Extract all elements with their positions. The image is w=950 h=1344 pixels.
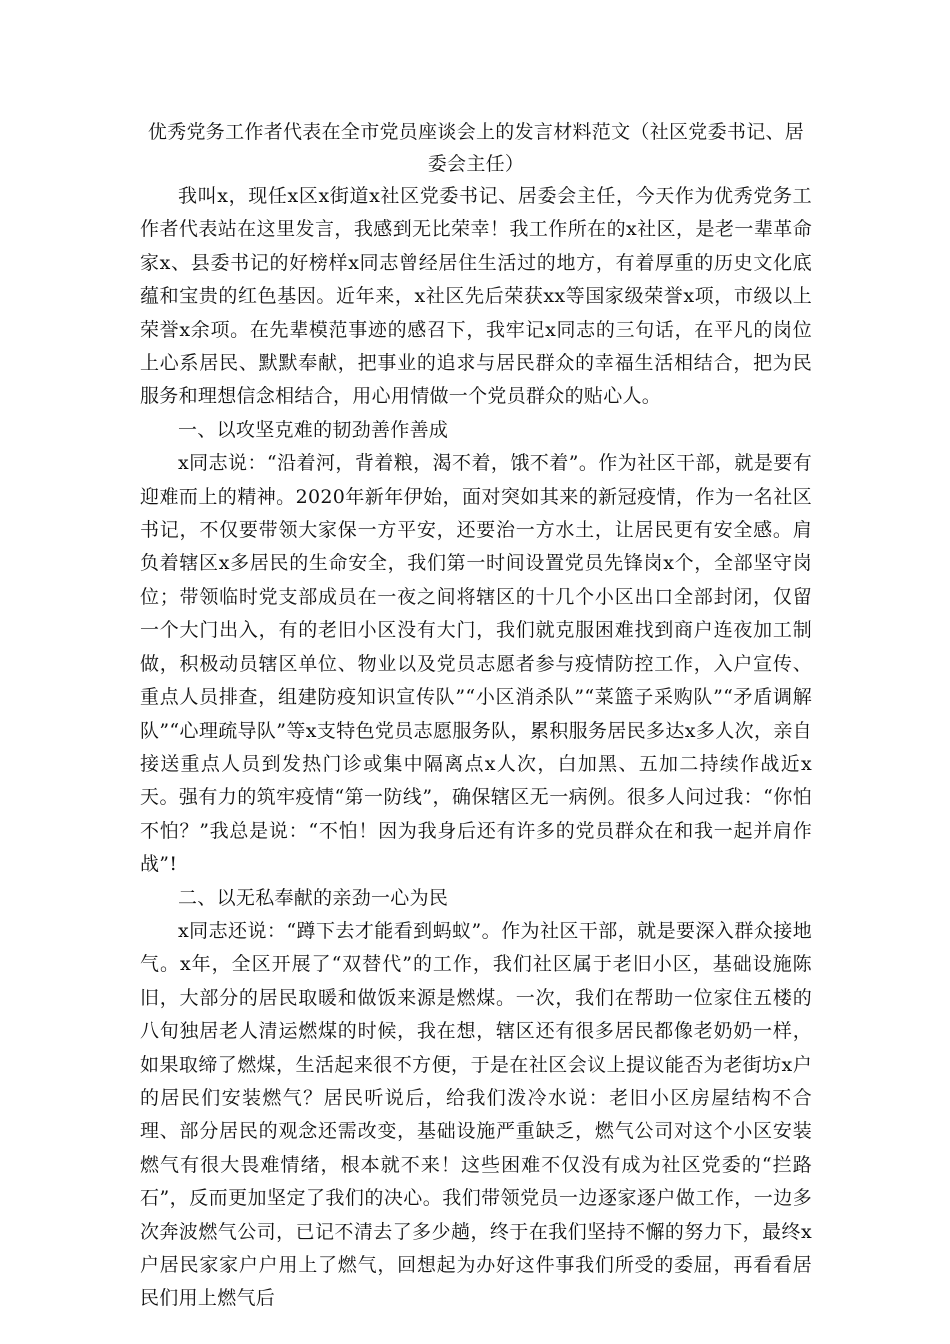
section-2-heading: 二、以无私奉献的亲劲一心为民: [178, 886, 449, 909]
document-page: [140, 116, 812, 1316]
intro-paragraph: 我叫x，现任x区x街道x社区党委书记、居委会主任，今天作为优秀党务工作者代表站在这里发言，我感到无比荣幸！我工作所在的x社区，是老一辈革命家x、县委书记的好榜样x同志曾经居住生活过的地方，有着厚重的历史文化底蕴和宝贵的红色基因。近年来，x社区先后荣获xx等国家级荣誉x项，市级以上荣誉x余项。在先辈模范事迹的感召下，我牢记x同志的三句话，在平凡的岗位上心系居民、默默奉献，把事业的追求与居民群众的幸福生活相结合，把为民服务和理想信念相结合，用心用情做一个党员群众的贴心人。: [140, 185, 812, 408]
section-2-paragraph: x同志还说：“蹲下去才能看到蚂蚁”。作为社区干部，就是要深入群众接地气。x年，全区开展了“双替代”的工作，我们社区属于老旧小区，基础设施陈旧，大部分的居民取暖和做饭来源是燃煤。一次，我们在帮助一位家住五楼的八旬独居老人清运燃煤的时候，我在想，辖区还有很多居民都像老奶奶一样，如果取缔了燃煤，生活起来很不方便，于是在社区会议上提议能否为老街坊x户的居民们安装燃气？居民听说后，给我们泼冷水说：老旧小区房屋结构不合理、部分居民的观念还需改变，基础设施严重缺乏，燃气公司对这个小区安装燃气有很大畏难情绪，根本就不来！这些困难不仅没有成为社区党委的“拦路石”，反而更加坚定了我们的决心。我们带领党员一边逐家逐户做工作，一边多次奔波燃气公司，已记不清去了多少趟，终于在我们坚持不懈的努力下，最终x户居民家家户户用上了燃气，回想起为办好这件事我们所受的委屈，再看看居民们用上燃气后: [140, 919, 812, 1310]
section-1-heading: 一、以攻坚克难的韧劲善作善成: [178, 418, 449, 441]
document-title: 优秀党务工作者代表在全市党员座谈会上的发言材料范文（社区党委书记、居委会主任）: [147, 121, 805, 175]
section-1-paragraph: x同志说：“沿着河，背着粮，渴不着，饿不着”。作为社区干部，就是要有迎难而上的精神。2020年新年伊始，面对突如其来的新冠疫情，作为一名社区书记，不仅要带领大家保一方平安，还要治一方水土，让居民更有安全感。肩负着辖区x多居民的生命安全，我们第一时间设置党员先锋岗x个，全部坚守岗位；带领临时党支部成员在一夜之间将辖区的十几个小区出口全部封闭，仅留一个大门出入，有的老旧小区没有大门，我们就克服困难找到商户连夜加工制做，积极动员辖区单位、物业以及党员志愿者参与疫情防控工作，入户宣传、重点人员排查，组建防疫知识宣传队”“小区消杀队”“菜篮子采购队”“矛盾调解队”“心理疏导队”等x支特色党员志愿服务队，累积服务居民多达x多人次，亲自接送重点人员到发热门诊或集中隔离点x人次，白加黑、五加二持续作战近x天。强有力的筑牢疫情“第一防线”，确保辖区无一病例。很多人问过我：“你怕不怕？”我总是说：“不怕！因为我身后还有许多的党员群众在和我一起并肩作战”!: [140, 452, 812, 876]
